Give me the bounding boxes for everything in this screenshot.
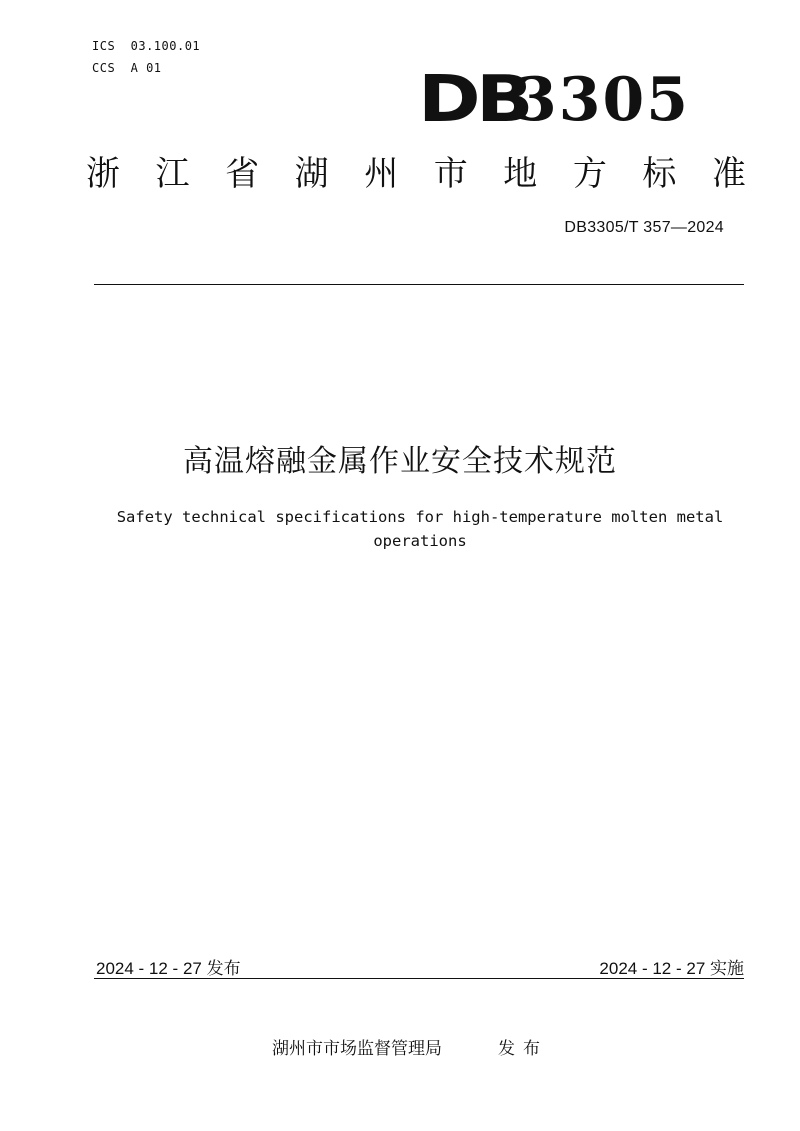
- standard-type-char: 江: [155, 154, 190, 194]
- publisher-action: 发布: [498, 1039, 548, 1059]
- db-logo: [418, 62, 690, 138]
- top-divider: [94, 284, 744, 285]
- standard-type-char: 准: [711, 154, 746, 194]
- ics-code: ICS 03.100.01: [92, 39, 201, 53]
- implementation-date: 2024 - 12 - 27 实施: [599, 959, 744, 978]
- standard-type-heading: [86, 150, 746, 198]
- standard-type-char: 州: [364, 154, 399, 194]
- standard-type-char: 省: [225, 154, 260, 194]
- standard-type-char: 方: [572, 154, 607, 194]
- standard-type-char: 市: [433, 154, 468, 194]
- bottom-divider: [94, 978, 744, 979]
- issue-date: 2024 - 12 - 27 发布: [96, 959, 241, 978]
- db-logo-number: 3305: [515, 65, 690, 135]
- publisher-name: 湖州市市场监督管理局: [272, 1039, 442, 1059]
- standard-type-char: 标: [642, 154, 677, 194]
- title-chinese: 高温熔融金属作业安全技术规范: [183, 444, 617, 479]
- standard-type-char: 浙: [86, 154, 120, 194]
- ccs-code: CCS A 01: [92, 61, 162, 75]
- standard-type-char: 湖: [294, 154, 329, 194]
- db-logo-prefix: DB: [418, 63, 529, 137]
- title-english: Safety technical specifications for high-temperature molten metal operations: [116, 508, 724, 550]
- standard-type-char: 地: [503, 154, 538, 194]
- standard-number: DB3305/T 357—2024: [564, 219, 724, 236]
